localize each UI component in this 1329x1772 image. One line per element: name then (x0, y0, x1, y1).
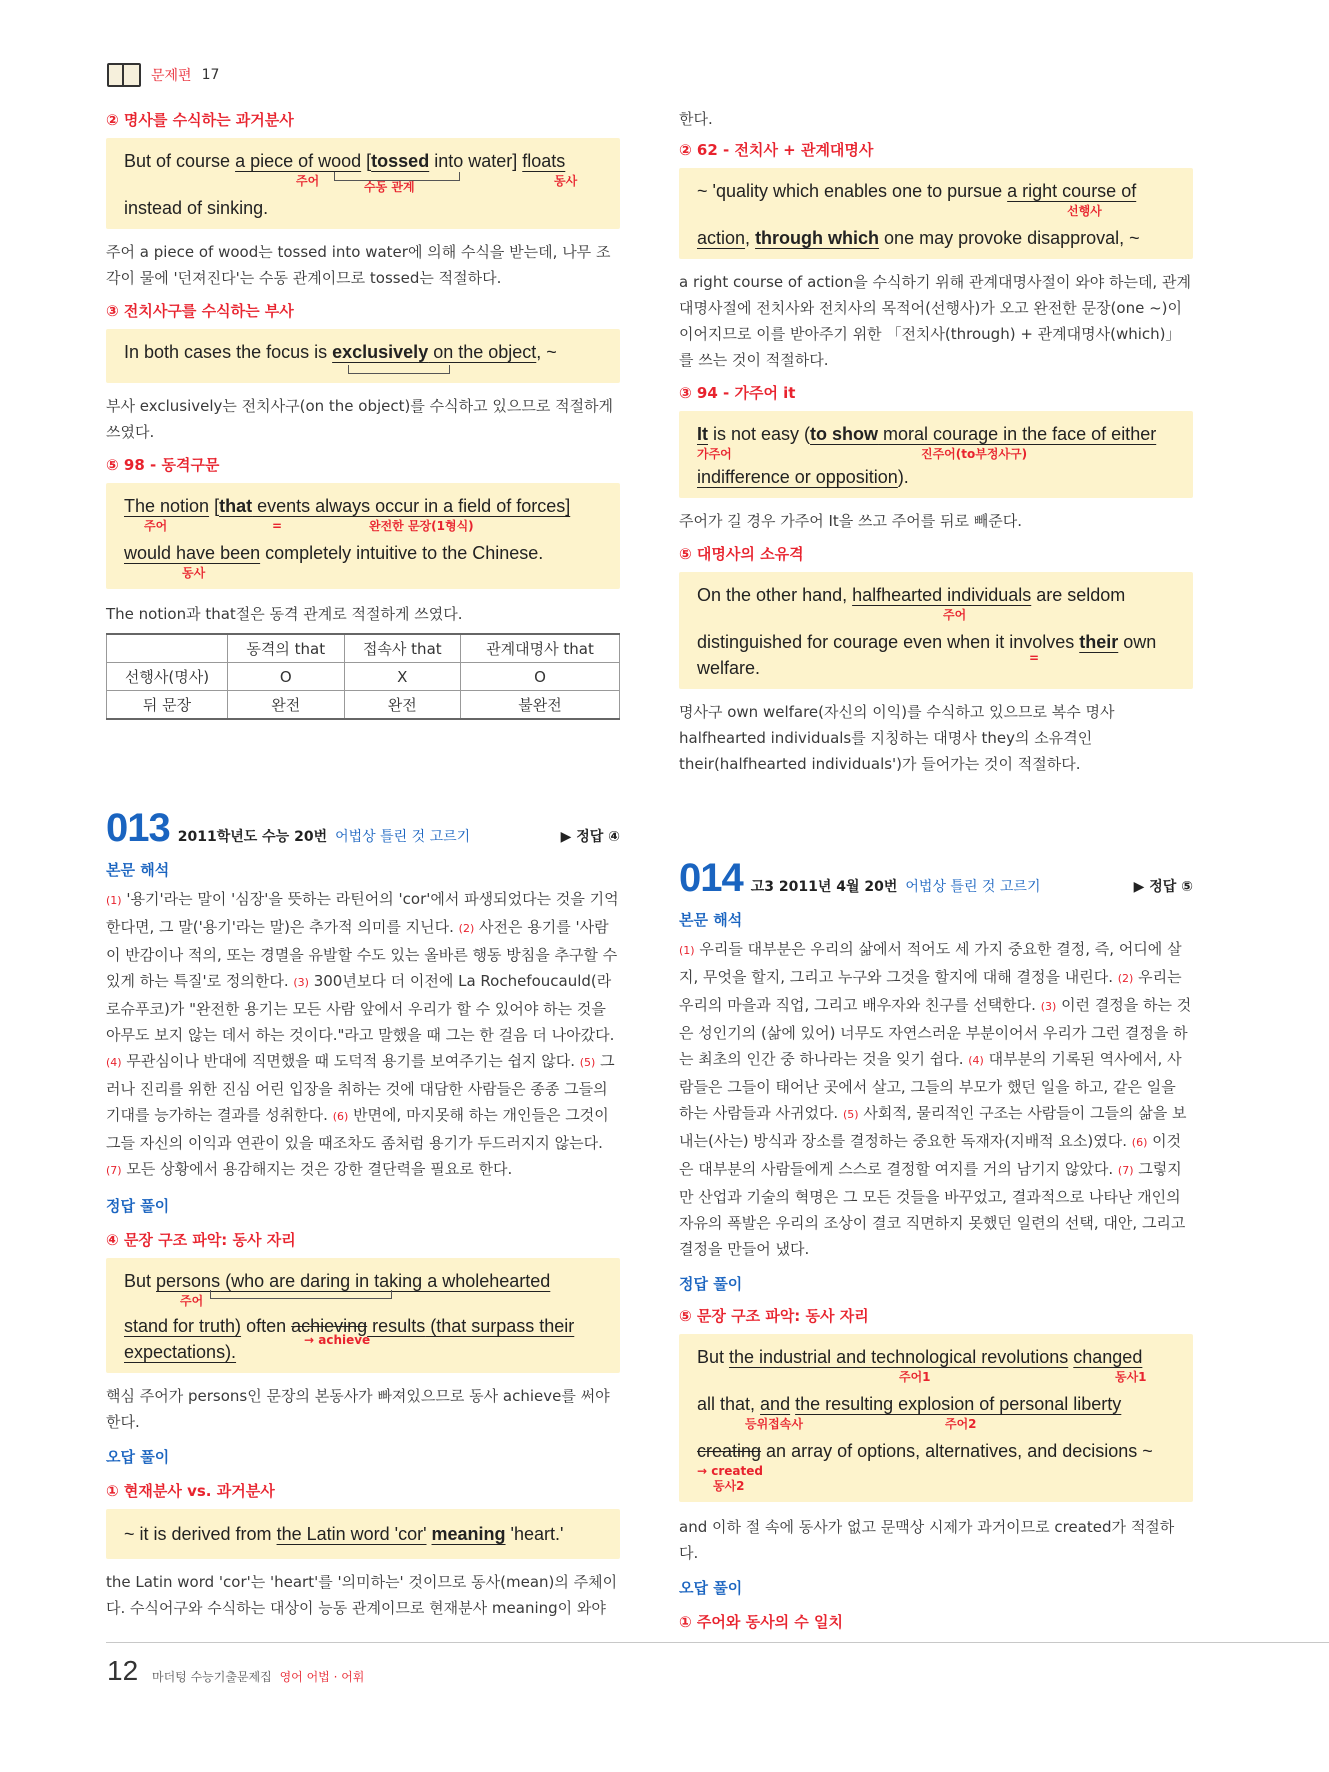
sentence-number: (5) (579, 1056, 596, 1069)
explanation: 핵심 주어가 persons인 문장의 본동사가 빠져있으므로 동사 achieve를 써야 한다. (106, 1387, 610, 1431)
sentence-text: 그렇지만 산업과 기술의 혁명은 그 모든 것들을 바꾸었고, 결과적으로 나타난 개인의 자유의 폭발은 우리의 조상이 결코 직면하지 못했던 일련의 선택, 대안, 그리고 결정을 만들어 냈다. (679, 1160, 1186, 1258)
sentence-text: 이것은 대부분의 사람들에게 스스로 결정할 여지를 거의 남기지 않았다. (679, 1132, 1182, 1178)
sentence-text: 무관심이나 반대에 직면했을 때 도덕적 용기를 보여주기는 쉽지 않다. (121, 1052, 580, 1070)
sentence-number: (4) (968, 1054, 984, 1067)
explanation: the Latin word 'cor'는 'heart'를 '의미하는' 것이므로 동사(mean)의 주체이다. 수식어구와 수식하는 대상이 능동 관계이므로 현재분사 meaning이 와야 (106, 1573, 618, 1617)
example-line: distinguished for courage even when it involves their own (697, 632, 1157, 652)
table-header-row: 동격의 that 접속사 that 관계대명사 that (107, 634, 620, 663)
subhead-agreement: ① 주어와 동사의 수 일치 (679, 1613, 843, 1631)
footer-divider (106, 1642, 1329, 1643)
sentence-number: (4) (106, 1056, 122, 1069)
continued-text: 한다. (679, 110, 713, 128)
sentence-text: 대부분의 기록된 역사에서, 사람들은 그들이 태어난 곳에서 살고, 그들의 부모가 했던 일을 하고, 같은 일을 하는 사람들과 사귀었다. (679, 1050, 1182, 1122)
example-box-prep-relative (679, 168, 1193, 259)
answer-label: ▶ 정답 ⑤ (1133, 879, 1193, 895)
example-box-verb (106, 1258, 620, 1373)
modifier-bracket (334, 172, 460, 181)
example-line: It is not easy (to show moral courage in the face of either (697, 424, 1157, 444)
annotation-row: → created (697, 1464, 763, 1478)
header-section: 문제편 (151, 68, 192, 84)
annotation-row: 등위접속사 주어2 (745, 1417, 977, 1431)
translation-label: 본문 해석 (106, 861, 170, 879)
sentence-text: 우리는 우리의 마을과 직업, 그리고 배우자와 친구를 선택한다. (679, 968, 1182, 1014)
section-014 (679, 858, 1193, 1634)
subhead-verb-position: ⑤ 문장 구조 파악: 동사 자리 (679, 1307, 869, 1325)
sentence-text: 300년보다 더 이전에 La Rochefoucauld(라 로슈푸코)가 "완전한 용기는 모든 사람 앞에서 우리가 할 수 있어야 하는 것을 아무도 보지 않는 데서 하는 것이다."라고 말했을 때 그는 한 걸음 더 나아갔다. (106, 972, 615, 1044)
sentence-text: '용기'라는 말이 '심장'을 뜻하는 라틴어의 'cor'에서 파생되었다는 것을 기억한다면, 그 말('용기'라는 말)은 추가적 의미를 지닌다. (106, 890, 619, 936)
header-page: 17 (201, 67, 220, 83)
left-column (106, 108, 620, 720)
section-013 (106, 808, 620, 1621)
sentence-number: (2) (1117, 972, 1134, 985)
footer-book-title: 마더텅 수능기출문제집 영어 어법 · 어휘 (152, 1670, 365, 1684)
sentence-text: 모든 상황에서 용감해지는 것은 강한 결단력을 필요로 한다. (121, 1160, 513, 1178)
example-line: But of course a piece of wood [tossed into water] floats (124, 151, 566, 171)
sentence-number: (7) (106, 1164, 122, 1177)
annotation-row: 주어 = 완전한 문장(1형식) (144, 519, 474, 533)
sentence-number: (1) (106, 894, 122, 907)
example-line: ~ it is derived from the Latin word 'cor' meaning 'heart.' (124, 1524, 564, 1544)
annotation-row: 동사2 (713, 1479, 745, 1493)
annotation-row: 동사 (182, 566, 206, 580)
annotation-row: 주어 수동 관계 동사 (296, 174, 578, 194)
section-type: 어법상 틀린 것 고르기 (905, 879, 1041, 895)
subhead-appositive: ⑤ 98 - 동격구문 (106, 456, 220, 474)
example-line: But the industrial and technological revolutions changed (697, 1347, 1143, 1367)
example-line: all that, and the resulting explosion of personal liberty (697, 1394, 1122, 1414)
sentence-number: (6) (1131, 1136, 1148, 1149)
table-row: 뒤 문장 완전 완전 불완전 (107, 691, 620, 720)
book-icon (107, 63, 141, 87)
page-header (107, 63, 219, 87)
subhead-dummy-it: ③ 94 - 가주어 it (679, 384, 796, 402)
subhead-past-participle: ② 명사를 수식하는 과거분사 (106, 111, 294, 129)
section-title (679, 858, 1193, 898)
right-column (679, 106, 1193, 777)
answer-explanation-label: 정답 풀이 (679, 1275, 743, 1293)
example-line: indifference or opposition). (697, 467, 909, 487)
translation-body (106, 886, 620, 1184)
explanation: 주어가 길 경우 가주어 It을 쓰고 주어를 뒤로 빼준다. (679, 512, 1023, 530)
answer-explanation-label: 정답 풀이 (106, 1197, 170, 1215)
example-line: welfare. = (697, 651, 1040, 678)
example-box-participle (106, 1509, 620, 1559)
example-line: In both cases the focus is exclusively on the object, ~ (124, 342, 557, 362)
table-row: 선행사(명사) O X O (107, 663, 620, 691)
annotation-row: 가주어 진주어(to부정사구) (697, 447, 1028, 461)
modifier-bracket (348, 365, 450, 374)
sentence-number: (1) (679, 944, 695, 957)
section-source: 고3 2011년 4월 20번 (750, 879, 898, 895)
section-type: 어법상 틀린 것 고르기 (335, 829, 471, 845)
subhead-adverb: ③ 전치사구를 수식하는 부사 (106, 302, 294, 320)
annotation-row: 주어 (124, 1294, 602, 1309)
example-line: The notion [that events always occur in a field of forces] (124, 496, 571, 516)
example-box-dummy-it (679, 411, 1193, 498)
example-line: action, through which one may provoke disapproval, ~ (697, 228, 1140, 248)
subhead-verb-position: ④ 문장 구조 파악: 동사 자리 (106, 1231, 296, 1249)
subhead-participle: ① 현재분사 vs. 과거분사 (106, 1482, 275, 1500)
section-number: 014 (679, 856, 743, 900)
explanation: 명사구 own welfare(자신의 이익)를 수식하고 있으므로 복수 명사 halfhearted individuals를 지칭하는 대명사 they의 소유격인 their(halfhearted individuals')가 들어가는 것이 적절하다. (679, 703, 1115, 773)
explanation: The notion과 that절은 동격 관계로 적절하게 쓰였다. (106, 605, 463, 623)
sentence-text: 그러나 진리를 위한 진심 어린 입장을 취하는 것에 대담한 사람들은 종종 그들의 기대를 능가하는 결과를 성취한다. (106, 1052, 615, 1124)
subhead-prep-relative: ② 62 - 전치사 + 관계대명사 (679, 141, 874, 159)
explanation: and 이하 절 속에 동사가 없고 문맥상 시제가 과거이므로 created가 적절하다. (679, 1518, 1175, 1562)
example-box-past-participle (106, 138, 620, 229)
explanation: a right course of action을 수식하기 위해 관계대명사절이 와야 하는데, 관계대명사절에 전치사와 전치사의 목적어(선행사)가 오고 완전한 문장(one ~)이 이어지므로 이를 받아주기 위한 「전치사(through) + 관계대명사(which)」를 쓰는 것이 적절하다. (679, 273, 1191, 369)
page-number: 12 (107, 1655, 139, 1686)
sentence-text: 우리들 대부분은 우리의 삶에서 적어도 세 가지 중요한 결정, 즉, 어디에 살지, 무엇을 할지, 그리고 누구와 그것을 할지에 대해 결정을 내린다. (679, 940, 1182, 986)
sentence-number: (7) (1117, 1164, 1134, 1177)
example-line: would have been completely intuitive to the Chinese. (124, 543, 544, 563)
explanation: 주어 a piece of wood는 tossed into water에 의해 수식을 받는데, 나무 조각이 물에 '던져진다'는 수동 관계이므로 tossed는 적절하다. (106, 243, 611, 287)
example-line: ~ 'quality which enables one to pursue a right course of (697, 181, 1137, 201)
section-title (106, 808, 620, 848)
sentence-text: 사전은 용기를 '사람이 반감이나 적의, 또는 경멸을 유발할 수도 있는 올바른 행동 방침을 추구할 수 있게 하는 특질'로 정의한다. (106, 918, 618, 990)
annotation-row: 주어1 동사1 (899, 1370, 1147, 1384)
translation-body (679, 936, 1193, 1262)
example-box-possessive (679, 572, 1193, 689)
annotation-row: 주어 (943, 608, 967, 622)
sentence-text: 사회적, 물리적인 구조는 사람들이 그들의 삶을 보내는(사는) 방식과 장소를 결정하는 중요한 독재자(지배적 요소)였다. (679, 1104, 1187, 1150)
sentence-number: (3) (1040, 1000, 1057, 1013)
example-box-adverb (106, 329, 620, 383)
sentence-number: (3) (293, 976, 309, 989)
sentence-text: 반면에, 마지못해 하는 개인들은 그것이 그들 자신의 이익과 연관이 있을 때조차도 좀처럼 용기가 두드러지지 않는다. (106, 1106, 609, 1152)
sentence-number: (5) (842, 1108, 859, 1121)
example-line: creating an array of options, alternatives, and decisions ~ (697, 1441, 1153, 1461)
sentence-text: 이런 결정을 하는 것은 성인기의 (삶에 있어) 너무도 자연스러운 부분이어서 우리가 그런 결정을 하는 최초의 인간 중 하나라는 것을 잊기 쉽다. (679, 996, 1192, 1068)
example-line: On the other hand, halfhearted individuals are seldom (697, 585, 1126, 605)
subhead-possessive: ⑤ 대명사의 소유격 (679, 545, 804, 563)
translation-label: 본문 해석 (679, 911, 743, 929)
comparison-table (106, 633, 620, 720)
sentence-number: (2) (458, 922, 475, 935)
example-line: expectations). → achieve (124, 1333, 371, 1362)
annotation-row: 선행사 (1067, 204, 1102, 218)
wrong-answer-label: 오답 풀이 (679, 1579, 743, 1597)
section-source: 2011학년도 수능 20번 (177, 829, 328, 845)
example-line: instead of sinking. (124, 198, 269, 218)
wrong-answer-label: 오답 풀이 (106, 1448, 170, 1466)
sentence-number: (6) (332, 1110, 349, 1123)
answer-label: ▶ 정답 ④ (560, 829, 620, 845)
explanation: 부사 exclusively는 전치사구(on the object)를 수식하고 있으므로 적절하게 쓰였다. (106, 397, 614, 441)
example-box-verb (679, 1334, 1193, 1502)
example-line: But persons (who are daring in taking a wholehearted (124, 1271, 551, 1291)
section-number: 013 (106, 806, 170, 850)
example-line: stand for truth) often achieving results (that surpass their (124, 1316, 575, 1336)
example-box-appositive (106, 483, 620, 589)
